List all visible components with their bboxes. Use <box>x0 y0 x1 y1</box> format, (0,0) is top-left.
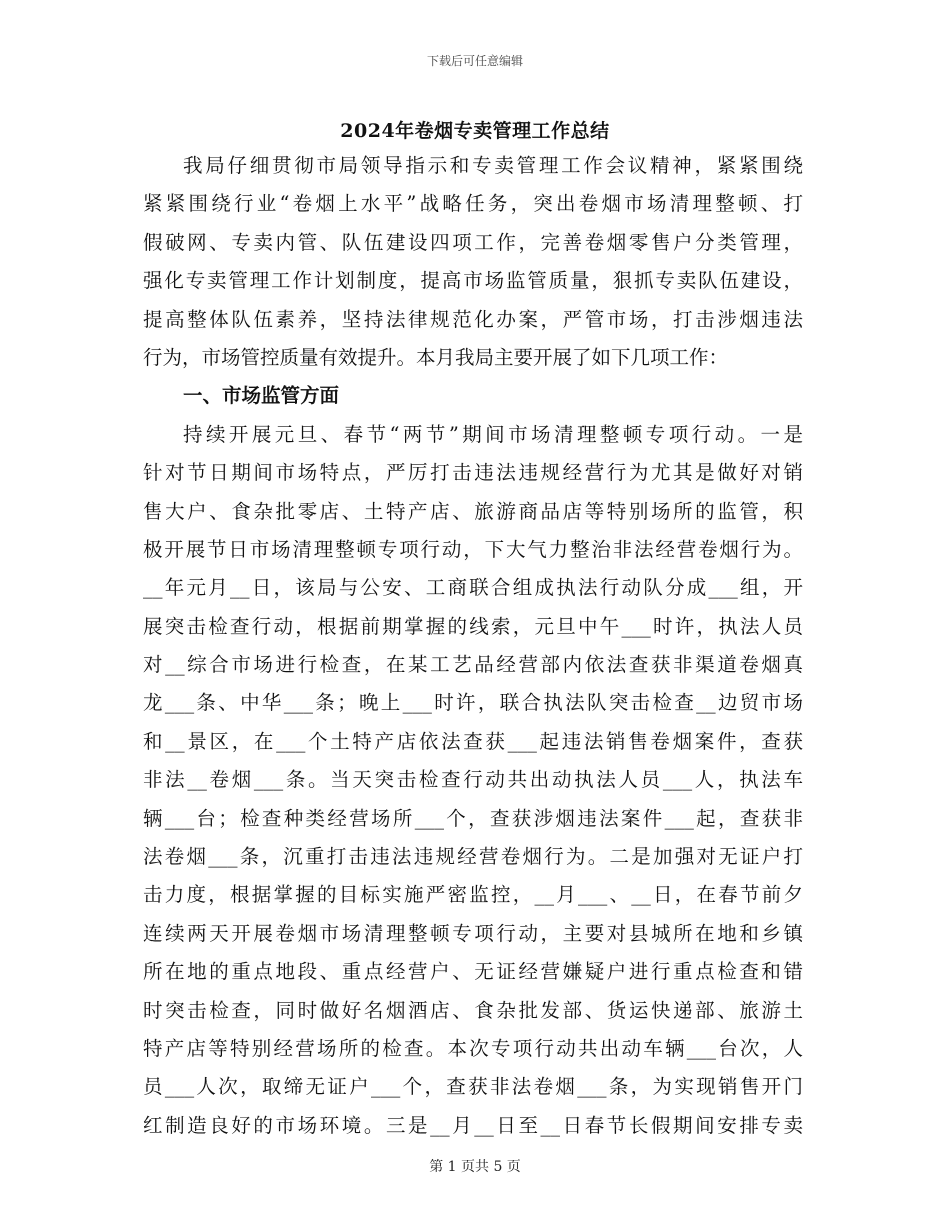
paragraph-line: 非法__卷烟___条。当天突击检查行动共出动执法人员___人，执法车 <box>143 768 803 792</box>
paragraph-line: 紧紧围绕行业“卷烟上水平”战略任务，突出卷烟市场清理整顿、打 <box>143 192 803 216</box>
paragraph-line: 对__综合市场进行检查，在某工艺品经营部内依法查获非渠道卷烟真 <box>143 653 803 677</box>
paragraph-line: 持续开展元旦、春节“两节”期间市场清理整顿专项行动。一是 <box>183 422 803 446</box>
paragraph-line: __年元月__日，该局与公安、工商联合组成执法行动队分成___组，开 <box>143 576 803 600</box>
document-body <box>143 147 803 1145</box>
paragraph-line: 员___人次，取缔无证户___个，查获非法卷烟___条，为实现销售开门 <box>143 1075 803 1099</box>
paragraph-line: 假破网、专卖内管、队伍建设四项工作，完善卷烟零售户分类管理， <box>143 230 803 254</box>
paragraph-line: 和__景区，在___个土特产店依法查获___起违法销售卷烟案件，查获 <box>143 729 803 753</box>
paragraph-line: 连续两天开展卷烟市场清理整顿专项行动，主要对县城所在地和乡镇 <box>143 921 803 945</box>
paragraph-line: 法卷烟___条，沉重打击违法违规经营卷烟行为。二是加强对无证户打 <box>143 845 803 869</box>
paragraph-line: 时突击检查，同时做好名烟酒店、食杂批发部、货运快递部、旅游土 <box>143 998 803 1022</box>
paragraph-line: 强化专卖管理工作计划制度，提高市场监管质量，狠抓专卖队伍建设， <box>143 269 803 293</box>
paragraph-line: 针对节日期间市场特点，严厉打击违法违规经营行为尤其是做好对销 <box>143 461 803 485</box>
paragraph-line: 售大户、食杂批零店、土特产店、旅游商品店等特别场所的监管，积 <box>143 499 803 523</box>
paragraph-line: 击力度，根据掌握的目标实施严密监控，__月___、__日，在春节前夕 <box>143 883 803 907</box>
paragraph-line: 我局仔细贯彻市局领导指示和专卖管理工作会议精神，紧紧围绕 <box>183 154 803 177</box>
document-title: 2024年卷烟专卖管理工作总结 <box>340 120 610 142</box>
paragraph-line: 红制造良好的市场环境。三是__月__日至__日春节长假期间安排专卖 <box>143 1113 803 1137</box>
paragraph-line: 极开展节日市场清理整顿专项行动，下大气力整治非法经营卷烟行为。 <box>143 537 803 561</box>
paragraph-line: 展突击检查行动，根据前期掌握的线索，元旦中午___时许，执法人员 <box>143 614 803 638</box>
paragraph-line: 龙___条、中华___条；晚上___时许，联合执法队突击检查__边贸市场 <box>143 691 803 715</box>
section-heading: 一、市场监管方面 <box>183 384 340 408</box>
page-header: 下载后可任意编辑 <box>426 54 523 68</box>
paragraph-line: 辆___台；检查种类经营场所___个，查获涉烟违法案件___起，查获非 <box>143 806 803 830</box>
paragraph-line: 特产店等特别经营场所的检查。本次专项行动共出动车辆___台次，人 <box>143 1036 803 1060</box>
paragraph-line: 提高整体队伍素养，坚持法律规范化办案，严管市场，打击涉烟违法 <box>143 307 803 331</box>
page-number: 第 1 页共 5 页 <box>429 1159 521 1175</box>
paragraph-line: 行为，市场管控质量有效提升。本月我局主要开展了如下几项工作： <box>143 345 729 369</box>
paragraph-line: 所在地的重点地段、重点经营户、无证经营嫌疑户进行重点检查和错 <box>143 960 803 984</box>
